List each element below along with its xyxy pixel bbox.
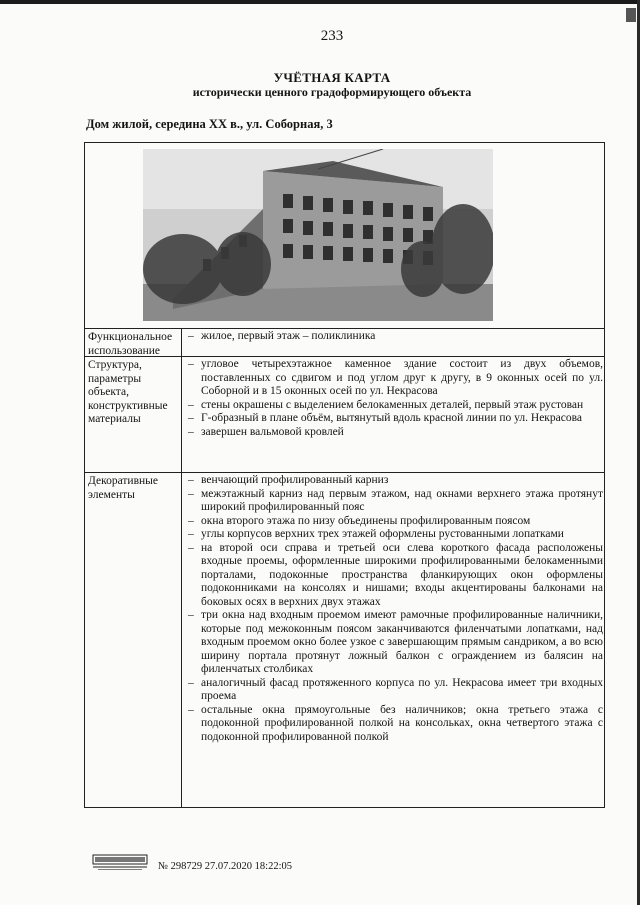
list-item: – углы корпусов верхних трех этажей оформлены рустованными лопатками — [188, 528, 564, 540]
list-item: – венчающий профилированный карниз — [188, 474, 389, 486]
list-item: – три окна над входным проемом имеют рамочные профилированные наличники, которые под межоконным поясом заканчиваются филенчатыми лопатками, над входным проемом окно более узкое с завершающим прямым сандриком, а во всю ширину портала протянут ложный балкон с ограждением из балясин на филенчатых столбиках — [188, 609, 603, 675]
scan-edge-mark — [626, 8, 636, 22]
scan-edge-top — [0, 0, 640, 4]
object-heading: Дом жилой, середина XX в., ул. Соборная, 3 — [86, 117, 333, 131]
row-functional-use — [85, 329, 604, 357]
list-item: – стены окрашены с выделением белокаменных деталей, первый этаж рустован — [188, 398, 584, 411]
footer-registration — [158, 861, 292, 872]
list-item: – угловое четырехэтажное каменное здание состоит из двух объемов, поставленных со сдвигом и под углом друг к другу, в 9 оконных осей по ул. Соборной и в 15 оконных осей по ул. Некрасова — [188, 358, 603, 397]
footer-doc-number: № 298729 — [158, 861, 203, 872]
list-item: – жилое, первый этаж – поликлиника — [188, 330, 376, 342]
row-values — [185, 358, 603, 439]
row-label: Функциональное использование — [85, 329, 182, 356]
row-values — [185, 330, 603, 344]
list-item: – окна второго этажа по низу объединены профилированным поясом — [188, 514, 531, 527]
list-item: – межэтажный карниз над первым этажом, над окнами верхнего этажа протянут широкий профилированный пояс — [188, 487, 603, 513]
list-item: – аналогичный фасад протяженного корпуса по ул. Некрасова имеет три входных проема — [188, 676, 603, 702]
list-item: – остальные окна прямоугольные без наличников; окна третьего этажа с подоконной профилированной полкой на консольках, окна четвертого этажа с подоконной профилированной полкой — [188, 703, 603, 743]
row-decorative-elements — [85, 473, 604, 807]
row-values — [185, 474, 603, 744]
registry-stamp-graphic — [92, 853, 148, 871]
row-label: Декоративные элементы — [85, 473, 182, 807]
row-label: Структура, параметры объекта, конструктивные материалы — [85, 357, 182, 472]
list-item: – завершен вальмовой кровлей — [188, 425, 344, 438]
page-number: 233 — [320, 28, 344, 44]
building-photo — [143, 149, 493, 321]
list-item: – на второй оси справа и третьей оси слева короткого фасада расположены входные проемы, оформленные широкими профилированными белокаменными порталами, подоконные пространства фланкирующих окон оформлены подоконниками на консолях и нишами; входы акцентированы балконами на боковых осях в верхних двух этажах — [188, 541, 603, 608]
document-title: УЧЁТНАЯ КАРТА — [273, 70, 391, 85]
record-card-table — [84, 142, 605, 808]
list-item: – Г-образный в плане объём, вытянутый вдоль красной линии по ул. Некрасова — [188, 412, 582, 424]
document-subtitle: исторически ценного градоформирующего объекта — [192, 85, 472, 99]
footer-datetime: 27.07.2020 18:22:05 — [204, 861, 292, 872]
photo-cell — [85, 143, 604, 329]
row-structure — [85, 357, 604, 473]
